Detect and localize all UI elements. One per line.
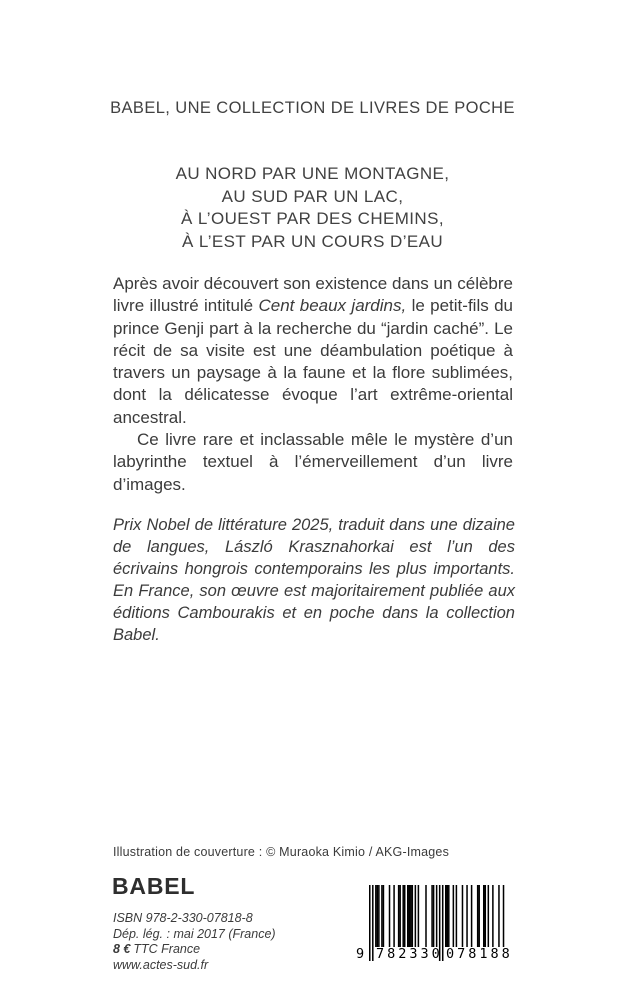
legal-deposit-line: Dép. lég. : mai 2017 (France) xyxy=(113,926,276,941)
publisher-website: www.actes-sud.fr xyxy=(113,957,209,972)
synopsis xyxy=(113,273,513,496)
synopsis-p1-text-after: le petit-fils du prince Genji part à la recherche du “jardin caché”. Le récit de sa visite est une déambulation poétique à travers un paysage à la faune et la flore sublimées, dont la délicatesse évoque l’art extrême-oriental ancestral. xyxy=(113,296,513,427)
synopsis-paragraph-1 xyxy=(113,273,513,429)
ean-barcode xyxy=(356,885,514,965)
epigraph xyxy=(0,163,625,253)
epigraph-line-1: AU NORD PAR UNE MONTAGNE, xyxy=(175,164,450,183)
illustration-credit: Illustration de couverture : © Muraoka Kimio / AKG-Images xyxy=(113,845,450,859)
epigraph-line-4: À L’EST PAR UN COURS D’EAU xyxy=(181,231,444,251)
collection-header: BABEL, UNE COLLECTION DE LIVRES DE POCHE xyxy=(110,99,515,117)
price-amount: 8 € xyxy=(113,942,131,956)
epigraph-line-2: AU SUD PAR UN LAC, xyxy=(221,186,404,206)
babel-logo: BABEL xyxy=(112,873,196,899)
price-suffix: TTC France xyxy=(133,942,201,956)
price-line xyxy=(113,942,276,958)
barcode-right-digits: 078188 xyxy=(446,946,513,962)
author-bio: Prix Nobel de littérature 2025, traduit dans une dizaine de langues, László Krasznahorkai est l’un des écrivains hongrois contemporains les plus importants. En France, son œuvre est majoritairement publiée aux éditions Cambourakis et en poche dans la collection Babel. xyxy=(113,516,515,644)
barcode-left-digits: 782330 xyxy=(376,946,443,962)
inline-book-title: Cent beaux jardins, xyxy=(258,296,407,316)
imprint-block xyxy=(113,911,276,973)
isbn-line: ISBN 978-2-330-07818-8 xyxy=(113,911,253,925)
synopsis-paragraph-2: Ce livre rare et inclassable mêle le mystère d’un labyrinthe textuel à l’émerveillement d’un livre d’images. xyxy=(113,430,513,494)
barcode-lead-digit: 9 xyxy=(356,946,365,962)
synopsis-p1-text-before: Après avoir découvert son existence dans un célèbre livre illustré intitulé xyxy=(113,274,513,316)
epigraph-line-3: À L’OUEST PAR DES CHEMINS, xyxy=(181,209,444,228)
